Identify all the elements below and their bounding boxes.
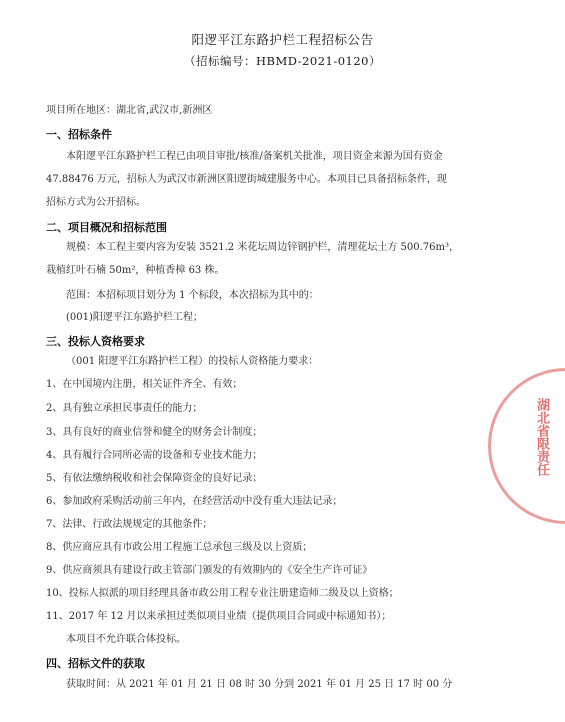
qualification-item: 8、供应商应具有市政公用工程施工总承包三级及以上资质； [46,542,313,553]
section-1-line: 本阳逻平江东路护栏工程已由项目审批/核准/备案机关批准，项目资金来源为国有资金 [66,151,443,162]
section-3-intro: （001 阳逻平江东路护栏工程）的投标人资格能力要求： [66,356,319,367]
section-2-lot: (001)阳逻平江东路护栏工程； [66,312,203,323]
section-2-scale: 规模：本工程主要内容为安装 3521.2 米花坛周边锌钢护栏，清理花坛土方 500.76m³， [66,242,460,253]
qualification-item: 10、投标人拟派的项目经理具备市政公用工程专业注册建造师二级及以上资格； [46,588,399,599]
qualification-item: 11、2017 年 12 月以来承担过类似项目业绩（提供项目合同或中标通知书）； [46,611,392,622]
qualification-item: 3、具有良好的商业信誉和健全的财务会计制度； [46,427,263,438]
qualification-item: 9、供应商须具有建设行政主管部门颁发的有效期内的《安全生产许可证》 [46,565,373,576]
qualification-item: 4、具有履行合同所必需的设备和专业技术能力； [46,450,263,461]
qualification-item: 7、法律、行政法规规定的其他条件； [46,519,213,530]
project-location: 项目所在地区：湖北省,武汉市,新洲区 [46,105,213,116]
section-2-scope: 范围：本招标项目划分为 1 个标段，本次招标为其中的： [66,290,319,301]
section-2-scale-cont: 栽植红叶石楠 50m²，种植香樟 63 株。 [46,265,225,276]
qualification-item: 2、具有独立承担民事责任的能力； [46,403,203,414]
qualification-item: 6、参加政府采购活动前三年内，在经营活动中没有重大违法记录； [46,496,343,507]
qualification-item: 5、有依法缴纳税收和社会保障资金的良好记录； [46,473,263,484]
section-3-heading: 三、投标人资格要求 [46,335,145,348]
tender-code: （招标编号：HBMD-2021-0120） [184,54,381,68]
section-2-heading: 二、项目概况和招标范围 [46,221,167,234]
seal-text: 湖北省限责任 [534,398,549,476]
section-1-line: 47.88476 万元，招标人为武汉市新洲区阳逻街城建服务中心。本项目已具备招标条件，现 [46,174,447,185]
section-4-heading: 四、招标文件的获取 [46,657,145,670]
section-1-line: 招标方式为公开招标。 [46,197,146,208]
consortium-note: 本项目不允许联合体投标。 [66,634,186,645]
section-1-heading: 一、招标条件 [46,128,112,141]
acquisition-time: 获取时间：从 2021 年 01 月 21 日 08 时 30 分到 2021 年 01 月 25 日 17 时 00 分 [66,679,453,690]
qualification-item: 1、在中国境内注册，相关证件齐全、有效； [46,379,243,390]
document-title: 阳逻平江东路护栏工程招标公告 [191,32,374,47]
